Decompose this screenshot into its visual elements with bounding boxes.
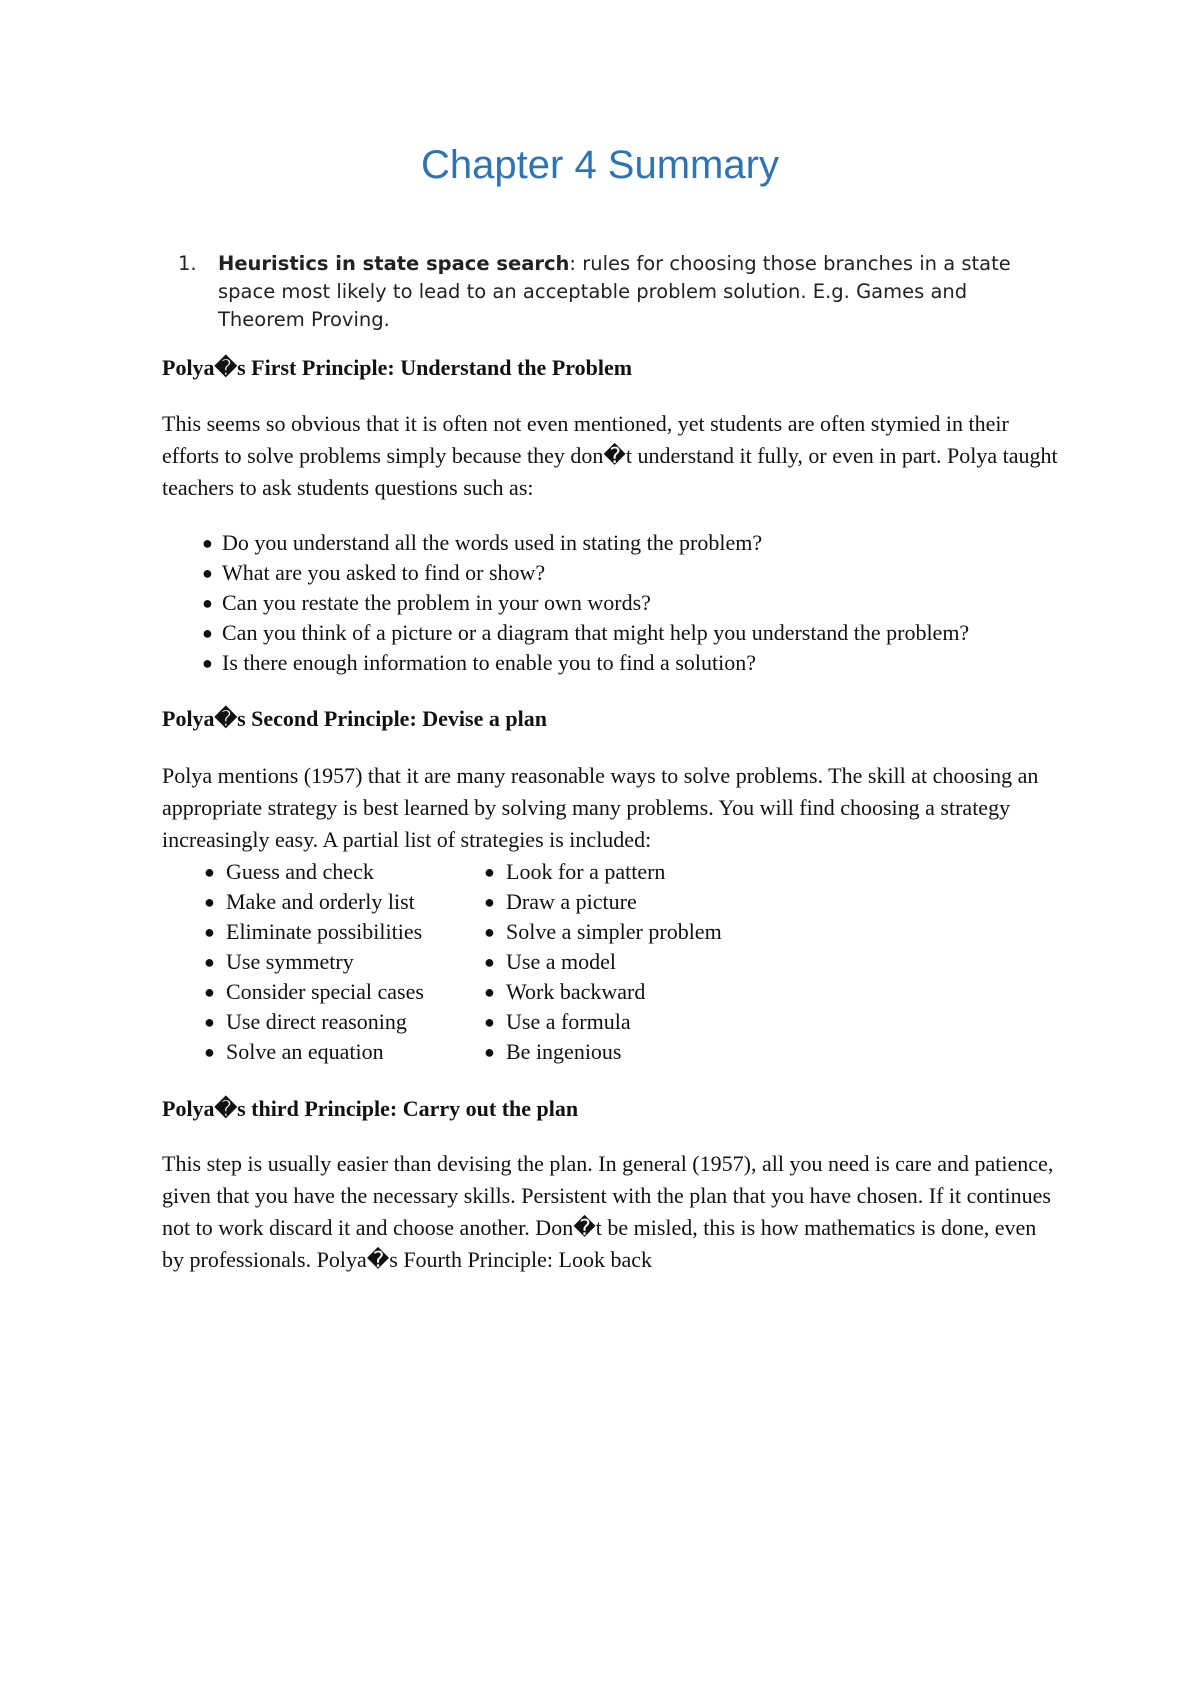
bullet-icon: ● [204, 1012, 215, 1032]
list-item: ● Is there enough information to enable you to find a solution? [200, 648, 969, 678]
bullet-icon: ● [202, 653, 213, 673]
item-body [218, 250, 1028, 334]
bullet-icon: ● [204, 982, 215, 1002]
page-title: Chapter 4 Summary [421, 143, 779, 187]
bullet-icon: ● [484, 982, 495, 1002]
strategy-column-left [200, 857, 424, 1067]
section1-bullet-list [200, 528, 969, 678]
bullet-icon: ● [202, 623, 213, 643]
item-text: : rules for choosing those branches in a state space most likely to lead to an acceptable problem solution. E.g. Games and Theorem Proving. [218, 252, 1011, 331]
strategy-column-right [480, 857, 722, 1067]
list-item: ● Do you understand all the words used in stating the problem? [200, 528, 969, 558]
bullet-icon: ● [204, 952, 215, 972]
list-item: ● Solve an equation [200, 1037, 424, 1067]
section3-paragraph: This step is usually easier than devising the plan. In general (1957), all you need is care and patience, given that you have the necessary skills. Persistent with the plan that you have chosen. If it continues not to work discard it and choose another. Don�t be misled, this is how mathematics is done, even by professionals. Polya�s Fourth Principle: Look back [162, 1151, 1054, 1272]
list-item: ● Use a formula [480, 1007, 722, 1037]
list-item: ● Use direct reasoning [200, 1007, 424, 1037]
bullet-icon: ● [484, 892, 495, 912]
section1-heading: Polya�s First Principle: Understand the Problem [162, 355, 633, 380]
item-term: Heuristics in state space search [218, 252, 570, 275]
list-item: ● Can you restate the problem in your own words? [200, 588, 969, 618]
bullet-icon: ● [204, 862, 215, 882]
bullet-icon: ● [484, 1042, 495, 1062]
item-number: 1. [178, 252, 197, 275]
bullet-icon: ● [484, 1012, 495, 1032]
list-item: ● What are you asked to find or show? [200, 558, 969, 588]
list-item: ● Solve a simpler problem [480, 917, 722, 947]
section3-heading: Polya�s third Principle: Carry out the plan [162, 1096, 579, 1121]
numbered-item [178, 250, 1028, 334]
list-item: ● Consider special cases [200, 977, 424, 1007]
bullet-icon: ● [484, 862, 495, 882]
list-item: ● Draw a picture [480, 887, 722, 917]
bullet-icon: ● [202, 563, 213, 583]
section2-paragraph: Polya mentions (1957) that it are many reasonable ways to solve problems. The skill at choosing an appropriate strategy is best learned by solving many problems. You will find choosing a strategy increasingly easy. A partial list of strategies is included: [162, 763, 1039, 852]
list-item: ● Use symmetry [200, 947, 424, 977]
bullet-icon: ● [202, 533, 213, 553]
list-item: ● Work backward [480, 977, 722, 1007]
list-item: ● Can you think of a picture or a diagram that might help you understand the problem? [200, 618, 969, 648]
list-item: ● Make and orderly list [200, 887, 424, 917]
list-item: ● Guess and check [200, 857, 424, 887]
list-item: ● Be ingenious [480, 1037, 722, 1067]
section2-heading: Polya�s Second Principle: Devise a plan [162, 706, 547, 731]
bullet-icon: ● [204, 922, 215, 942]
list-item: ● Eliminate possibilities [200, 917, 424, 947]
bullet-icon: ● [202, 593, 213, 613]
bullet-icon: ● [204, 1042, 215, 1062]
section1-paragraph: This seems so obvious that it is often not even mentioned, yet students are often stymied in their efforts to solve problems simply because they don�t understand it fully, or even in part. Polya taught teachers to ask students questions such as: [162, 411, 1058, 500]
bullet-icon: ● [484, 922, 495, 942]
bullet-icon: ● [204, 892, 215, 912]
bullet-icon: ● [484, 952, 495, 972]
list-item: ● Use a model [480, 947, 722, 977]
list-item: ● Look for a pattern [480, 857, 722, 887]
